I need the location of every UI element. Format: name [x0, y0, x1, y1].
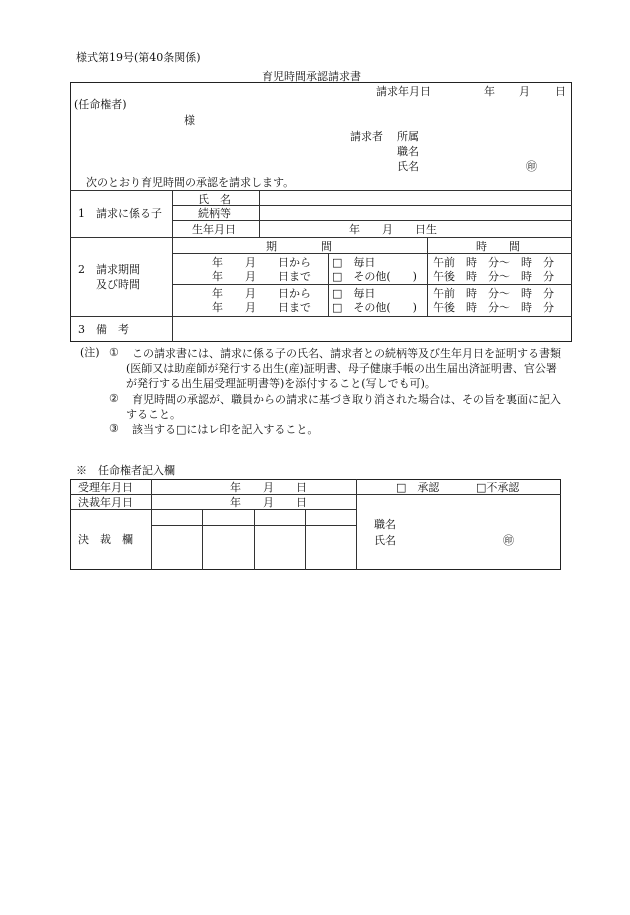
child-dob-value: 年 月 日生 [349, 223, 437, 236]
section-divider [70, 316, 572, 317]
decision-date-value: 年 月 日 [230, 496, 307, 509]
approval-grid-divider [305, 509, 306, 570]
note-number: ② [109, 392, 119, 405]
appointer-row-line [70, 509, 356, 510]
period-row-frequency[interactable]: □ その他( ) [332, 270, 417, 283]
section2-group-line [172, 284, 572, 285]
sama-label: 様 [184, 114, 195, 127]
form-title: 育児時間承認請求書 [262, 70, 361, 83]
appointer-label-divider [151, 479, 152, 570]
note-number: ① [109, 346, 119, 359]
section1-row-line [172, 205, 572, 206]
note-text: 育児時間の承認が、職員からの請求に基づき取り消された場合は、その旨を裏面に記入すること。 [126, 393, 561, 421]
position-label: 職名 [397, 145, 419, 158]
section2-label-line1: 2 請求期間 [78, 263, 140, 276]
period-row-frequency[interactable]: □ その他( ) [332, 301, 417, 314]
period-row-time: 午前 時 分～ 時 分 [433, 256, 554, 269]
seal-mark: ㊞ [526, 160, 537, 173]
received-date-value: 年 月 日 [230, 481, 307, 494]
approve-checkbox[interactable]: □ 承認 [396, 481, 440, 494]
request-date-label: 請求年月日 [376, 85, 431, 98]
period-header: 期 間 [266, 240, 332, 253]
appointer-label: (任命権者) [74, 98, 127, 111]
appointer-section-title: ※ 任命権者記入欄 [76, 464, 175, 477]
section1-inner-divider [259, 190, 260, 237]
period-row-time: 午後 時 分～ 時 分 [433, 270, 554, 283]
period-row-date: 年 月 日まで [212, 301, 311, 314]
request-day: 日 [555, 85, 566, 98]
request-statement: 次のとおり育児時間の承認を請求します。 [86, 176, 295, 189]
section2-time-divider [427, 237, 428, 316]
approver-seal-mark: ㊞ [503, 534, 514, 547]
note-text: この請求書には、請求に係る子の氏名、請求者との続柄等及び生年月日を証明する書類(医師又は助産師が発行する出生(産)証明書、母子健康手帳の出生届出済証明書、官公署が発行する出生届受理証明書等)を添付すること(写しでも可)。 [126, 347, 561, 390]
period-row-date: 年 月 日から [212, 287, 311, 300]
note-number: ③ [109, 422, 119, 435]
approver-position-label: 職名 [374, 518, 396, 531]
child-name-label: 氏 名 [198, 193, 231, 206]
note-text: 該当する□にはレ印を記入すること。 [132, 423, 319, 436]
approval-grid-divider [254, 509, 255, 570]
notes-prefix: (注) [80, 346, 100, 359]
disapprove-checkbox[interactable]: □不承認 [476, 481, 520, 494]
affiliation-label: 所属 [397, 130, 419, 143]
requester-label: 請求者 [350, 130, 383, 143]
decision-date-label: 決裁年月日 [78, 496, 133, 509]
period-row-date: 年 月 日から [212, 256, 311, 269]
time-header: 時 間 [476, 240, 520, 253]
approval-column-label: 決 裁 欄 [78, 533, 133, 546]
approver-name-label: 氏名 [374, 534, 396, 547]
received-date-label: 受理年月日 [78, 481, 133, 494]
section1-row-line [172, 220, 572, 221]
child-dob-label: 生年月日 [192, 223, 236, 236]
name-label: 氏名 [397, 160, 419, 173]
divider [70, 190, 572, 191]
period-row-time: 午後 時 分～ 時 分 [433, 301, 554, 314]
section2-label-line2: 及び時間 [96, 278, 140, 291]
label-column-divider [172, 190, 173, 342]
section3-label: 3 備 考 [78, 323, 129, 336]
request-month: 月 [519, 85, 530, 98]
period-row-frequency[interactable]: □ 毎日 [332, 256, 376, 269]
period-row-date: 年 月 日まで [212, 270, 311, 283]
appointer-right-divider [356, 479, 357, 570]
child-relation-label: 続柄等 [198, 207, 231, 220]
period-row-time: 午前 時 分～ 時 分 [433, 287, 554, 300]
request-year: 年 [484, 85, 495, 98]
form-number: 様式第19号(第40条関係) [76, 51, 201, 64]
appointer-row-line [70, 494, 561, 495]
approval-grid-divider [202, 509, 203, 570]
section2-header-line [172, 253, 572, 254]
section-divider [70, 237, 572, 238]
period-row-frequency[interactable]: □ 毎日 [332, 287, 376, 300]
section1-label: 1 請求に係る子 [78, 207, 162, 220]
